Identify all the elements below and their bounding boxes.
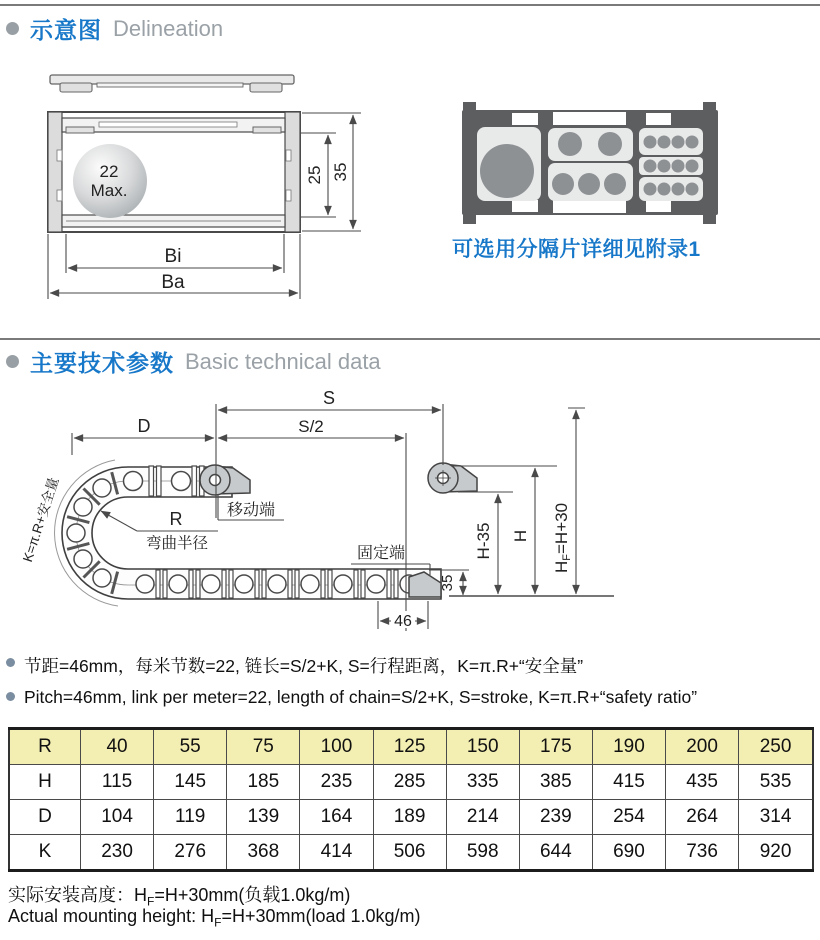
bend-radius-label: 弯曲半径: [145, 535, 209, 552]
table-cell: 920: [739, 835, 813, 871]
row-label: K: [9, 835, 81, 871]
table-cell: 264: [666, 800, 739, 835]
dim-inner-width: [66, 234, 284, 273]
table-cell: 239: [519, 800, 592, 835]
table-cell: 75: [227, 729, 300, 765]
table-cell: 690: [592, 835, 665, 871]
table-cell: 598: [446, 835, 519, 871]
spec-table-body: [9, 729, 813, 871]
dim-inner-height-label: 25: [305, 165, 324, 185]
table-header-row: [9, 729, 813, 765]
ball-diameter-max: Max.: [90, 181, 128, 200]
table-cell: 435: [666, 765, 739, 800]
dim-stroke-label: S: [322, 388, 336, 408]
note-en-text: Pitch=46mm, link per meter=22, length of chain=S/2+K, S=stroke, K=π.R+“safety ratio”: [24, 687, 698, 707]
section-title-zh: 主要技术参数: [30, 350, 174, 376]
table-cell: 415: [592, 765, 665, 800]
dim-outer-height-label: 35: [331, 162, 350, 182]
table-cell: 506: [373, 835, 446, 871]
table-cell: 736: [666, 835, 739, 871]
dim-h-minus-35-label: H-35: [474, 522, 493, 560]
chain-length-formula-label: K=π.R+安全量: [20, 475, 62, 564]
dim-bend-diameter-label: D: [137, 416, 151, 436]
note-zh-text: 节距=46mm，每米节数=22, 链长=S/2+K, S=行程距离，K=π.R+“安全量”: [24, 656, 584, 676]
ball-diameter-value: 22: [99, 162, 119, 181]
table-cell: 335: [446, 765, 519, 800]
section-header-delineation: [6, 12, 223, 45]
table-cell: 139: [227, 800, 300, 835]
bullet-icon: [6, 692, 15, 701]
table-cell: 40: [81, 729, 154, 765]
bullet-icon: [6, 22, 19, 35]
bullet-icon: [6, 355, 19, 368]
table-cell: 368: [227, 835, 300, 871]
table-cell: 200: [666, 729, 739, 765]
table-cell: 276: [154, 835, 227, 871]
fixed-end-label: 固定端: [356, 545, 406, 562]
table-cell: 250: [739, 729, 813, 765]
separator-illustration: [455, 95, 725, 230]
spec-table: [8, 727, 814, 872]
moving-end-label: 移动端: [226, 502, 276, 519]
cross-section-drawing: [30, 60, 375, 310]
lid-profile: [50, 75, 294, 92]
dim-inner-width-label: Bi: [164, 246, 182, 267]
table-cell: 190: [592, 729, 665, 765]
note-zh: [6, 653, 583, 678]
table-cell: 100: [300, 729, 373, 765]
row-label: H: [9, 765, 81, 800]
table-row: [9, 835, 813, 871]
table-cell: 150: [446, 729, 519, 765]
table-cell: 230: [81, 835, 154, 871]
table-cell: 164: [300, 800, 373, 835]
bullet-icon: [6, 658, 15, 667]
row-label: R: [9, 729, 81, 765]
table-cell: 535: [739, 765, 813, 800]
section-title-en: Delineation: [113, 15, 224, 41]
chain-diagram: [20, 388, 630, 640]
dim-outer-width-label: Ba: [161, 272, 185, 293]
note-en: [6, 687, 697, 708]
moving-end-bracket-elevated: [428, 463, 477, 493]
radius-symbol-label: R: [169, 509, 183, 529]
dim-hf-label: HF=H+30: [552, 502, 573, 574]
moving-end-bracket: [200, 465, 250, 495]
table-cell: 189: [373, 800, 446, 835]
dim-pitch-label: 46: [394, 613, 412, 630]
table-row: [9, 765, 813, 800]
table-cell: 185: [227, 765, 300, 800]
table-cell: 55: [154, 729, 227, 765]
section-title-en: Basic technical data: [185, 348, 381, 374]
dim-chain-height-label: 35: [439, 574, 456, 592]
cable-diameter-ball: [73, 144, 147, 218]
table-cell: 254: [592, 800, 665, 835]
table-cell: 385: [519, 765, 592, 800]
table-cell: 125: [373, 729, 446, 765]
table-cell: 104: [81, 800, 154, 835]
table-cell: 285: [373, 765, 446, 800]
table-cell: 175: [519, 729, 592, 765]
table-cell: 145: [154, 765, 227, 800]
footer-line-en: Actual mounting height: $H_F=H+30mm(load$ 1.0kg/m): [8, 906, 421, 930]
top-rule: [0, 4, 820, 6]
table-row: [9, 800, 813, 835]
table-cell: 314: [739, 800, 813, 835]
section-title-zh: 示意图: [30, 17, 102, 43]
row-label: D: [9, 800, 81, 835]
table-cell: 115: [81, 765, 154, 800]
section-header-technical: [6, 345, 381, 378]
table-cell: 214: [446, 800, 519, 835]
section-rule: [0, 338, 820, 340]
table-cell: 644: [519, 835, 592, 871]
footer-line-zh: 实际安装高度：$H_F=H+30mm$(负载1.0kg/m): [8, 885, 351, 909]
table-cell: 414: [300, 835, 373, 871]
dim-half-stroke-label: S/2: [298, 417, 324, 436]
separator-note: 可选用分隔片详细见附录1: [452, 238, 701, 261]
dim-h-label: H: [511, 529, 530, 543]
table-cell: 235: [300, 765, 373, 800]
table-cell: 119: [154, 800, 227, 835]
